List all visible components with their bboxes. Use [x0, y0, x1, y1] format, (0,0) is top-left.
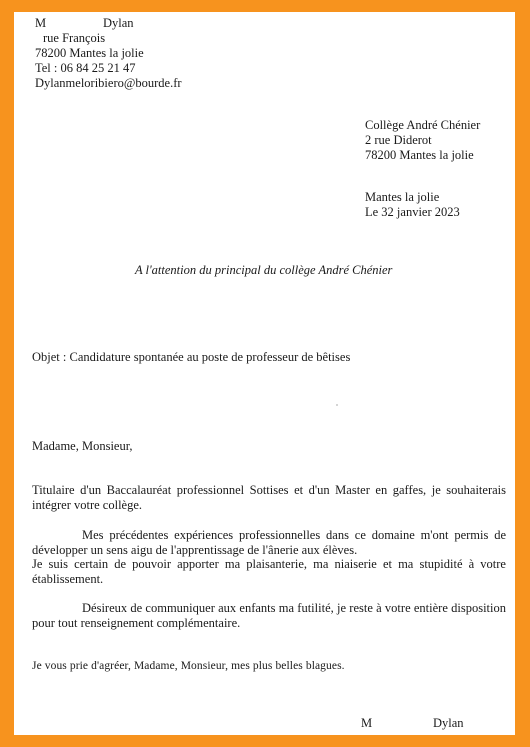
- salutation: Madame, Monsieur,: [32, 439, 133, 453]
- sender-initial: M: [35, 16, 47, 30]
- sender-surname: Dylan: [103, 16, 134, 30]
- signature: [361, 716, 464, 731]
- paragraph-3: Je suis certain de pouvoir apporter ma plaisanterie, ma niaiserie et ma stupidité à votre établissement.: [32, 557, 506, 586]
- recipient-block: [365, 118, 480, 163]
- sender-street: rue François: [43, 31, 106, 45]
- recipient-name: Collège André Chénier: [365, 118, 481, 132]
- sender-phone: Tel : 06 84 25 21 47: [35, 61, 136, 75]
- paragraph-4: Désireux de communiquer aux enfants ma futilité, je reste à votre entière disposition pour tout renseignement complémentaire.: [32, 601, 506, 630]
- sender-name-line: [35, 16, 182, 31]
- closing-line: Je vous prie d'agréer, Madame, Monsieur, mes plus belles blagues.: [32, 660, 345, 672]
- paragraph-1: Titulaire d'un Baccalauréat professionnel Sottises et d'un Master en gaffes, je souhaiterais intégrer votre collège.: [32, 483, 506, 512]
- sender-city: 78200 Mantes la jolie: [35, 46, 144, 60]
- recipient-street: 2 rue Diderot: [365, 133, 432, 147]
- letter-page: [14, 12, 515, 735]
- attention-line: A l'attention du principal du collège André Chénier: [135, 263, 393, 277]
- scan-speck: [336, 404, 338, 406]
- paragraph-2: Mes précédentes expériences professionnelles dans ce domaine m'ont permis de développer un sens aigu de l'apprentissage de l'ânerie aux élèves.: [32, 528, 506, 557]
- subject-line: Objet : Candidature spontanée au poste de professeur de bêtises: [32, 350, 351, 364]
- signature-initial: M: [361, 716, 373, 730]
- recipient-city: 78200 Mantes la jolie: [365, 148, 474, 162]
- signature-surname: Dylan: [433, 716, 464, 730]
- sender-email: Dylanmeloribiero@bourde.fr: [35, 76, 182, 90]
- date-block: [365, 190, 460, 220]
- sender-block: [35, 16, 182, 91]
- date-place: Mantes la jolie: [365, 190, 440, 204]
- date-value: Le 32 janvier 2023: [365, 205, 460, 219]
